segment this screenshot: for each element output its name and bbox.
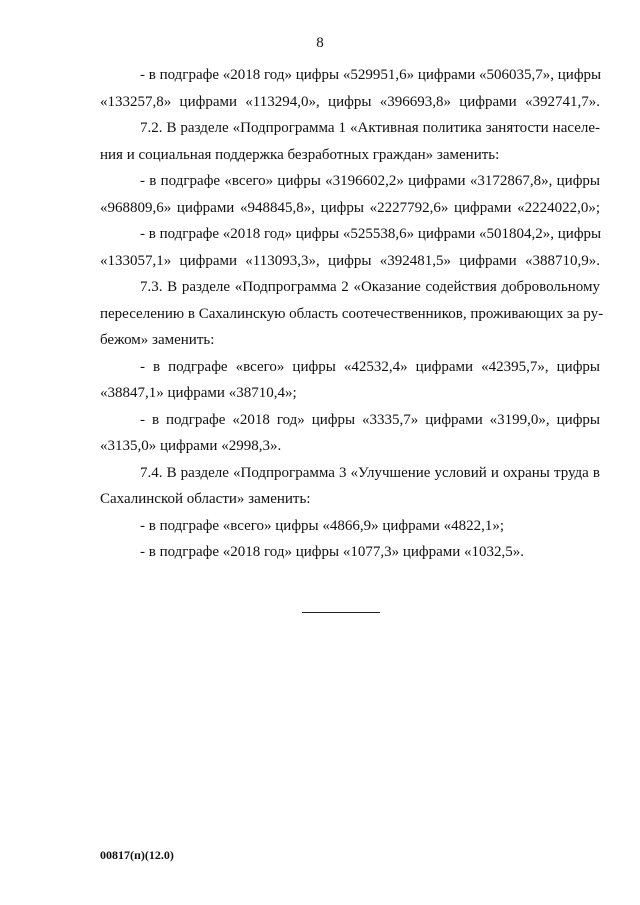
text-line: переселению в Сахалинскую область соотечественников, проживающих за ру- — [100, 305, 604, 322]
text-line: - в подграфе «всего» цифры «42532,4» цифрами «42395,7», цифры — [140, 358, 600, 375]
section-heading: 7.3. В разделе «Подпрограмма 2 «Оказание содействия добровольному — [140, 279, 600, 295]
text-line: - в подграфе «2018 год» цифры «1077,3» цифрами «1032,5». — [140, 544, 525, 560]
text-line: «3135,0» цифрами «2998,3». — [100, 438, 282, 454]
section-heading: 7.4. В разделе «Подпрограмма 3 «Улучшение условий и охраны труда в — [140, 464, 600, 481]
text-line: ния и социальная поддержка безработных граждан» заменить: — [100, 146, 500, 163]
text-line: «968809,6» цифрами «948845,8», цифры «2227792,6» цифрами «2224022,0»; — [100, 199, 600, 216]
text-line: - в подграфе «2018 год» цифры «3335,7» цифрами «3199,0», цифры — [140, 411, 600, 428]
document-code: 00817(п)(12.0) — [100, 848, 174, 862]
document-body — [100, 62, 604, 566]
text-line: - в подграфе «2018 год» цифры «529951,6» цифрами «506035,7», цифры — [140, 67, 602, 83]
text-line: «38847,1» цифрами «38710,4»; — [100, 385, 297, 401]
text-line: Сахалинской области» заменить: — [100, 491, 311, 507]
text-line: бежом» заменить: — [100, 332, 215, 348]
text-line: «133057,1» цифрами «113093,3», цифры «392481,5» цифрами «388710,9». — [100, 252, 600, 269]
text-line: «133257,8» цифрами «113294,0», цифры «396693,8» цифрами «392741,7». — [100, 93, 600, 110]
text-line: - в подграфе «всего» цифры «3196602,2» цифрами «3172867,8», цифры — [140, 173, 600, 189]
text-line: - в подграфе «2018 год» цифры «525538,6» цифрами «501804,2», цифры — [140, 226, 602, 242]
page-number: 8 — [316, 35, 324, 51]
section-heading: 7.2. В разделе «Подпрограмма 1 «Активная политика занятости населе- — [140, 120, 600, 136]
text-line: - в подграфе «всего» цифры «4866,9» цифрами «4822,1»; — [140, 517, 504, 534]
end-divider — [302, 612, 380, 613]
